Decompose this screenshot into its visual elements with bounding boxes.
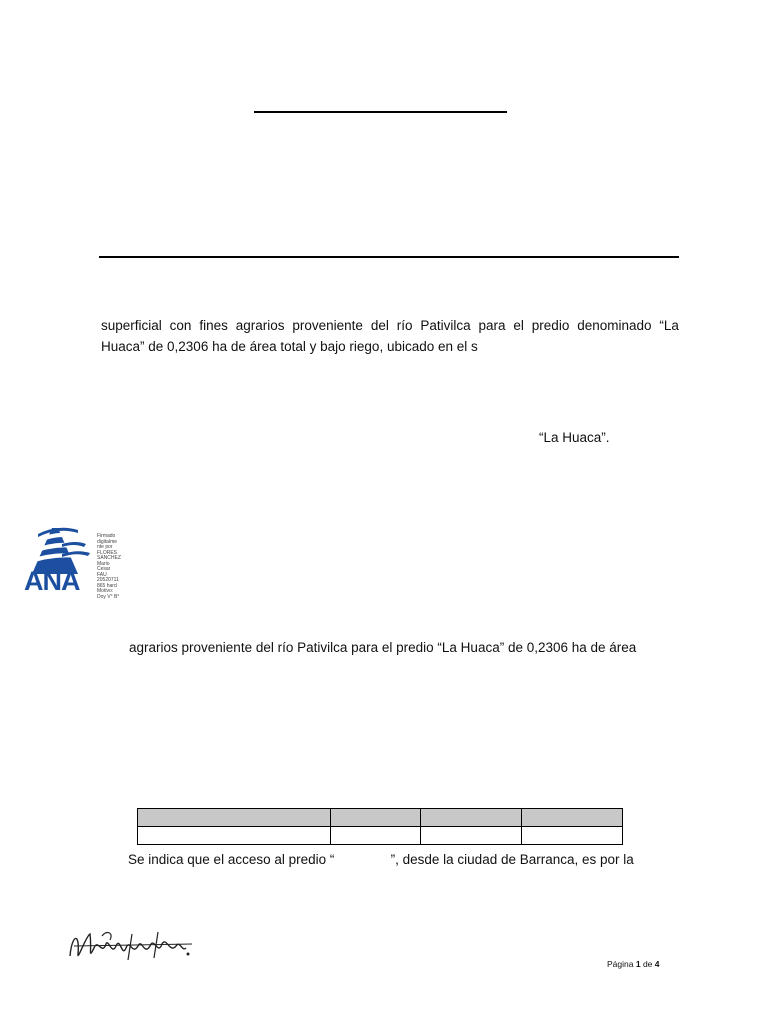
ana-logo-text: ANA <box>24 566 80 596</box>
paragraph-3: Se indica que el acceso al predio “ ”, desde la ciudad de Barranca, es por la <box>128 852 634 867</box>
signature-text-line: 865 hard <box>97 582 117 589</box>
signature-text-line: Mario <box>97 560 110 567</box>
table-cell <box>421 827 522 845</box>
signature-text-line: SANCHEZ <box>97 555 121 561</box>
page-label: Página <box>607 959 634 969</box>
word: el <box>513 318 524 333</box>
header-long-rule <box>99 256 679 258</box>
word: predio <box>531 318 570 333</box>
paragraph-1 <box>101 315 679 357</box>
table-cell <box>522 827 623 845</box>
signature-text-line: nte por <box>97 544 113 550</box>
word: río <box>396 318 413 333</box>
data-table <box>137 808 623 845</box>
handwritten-signature <box>62 926 202 970</box>
signature-text-line: FLORES <box>97 549 118 556</box>
paragraph-1-line-2: Huaca” de 0,2306 ha de área total y bajo riego, ubicado en el s <box>101 339 478 354</box>
paragraph-1-line-1 <box>101 315 679 336</box>
signature-text-line: Firmado <box>97 533 116 539</box>
word: “La <box>659 318 679 333</box>
signature-text-line: digitalme <box>97 538 118 545</box>
paragraph-2: agrarios proveniente del río Pativilca para el predio “La Huaca” de 0,2306 ha de área <box>129 640 637 655</box>
word: denominado <box>577 318 652 333</box>
page-current: 1 <box>635 959 641 969</box>
word: proveniente <box>292 318 363 333</box>
ana-logo <box>22 522 94 598</box>
signature-icon <box>62 926 202 970</box>
table-header-cell <box>138 809 331 827</box>
signature-text-line: Motivo: <box>97 588 114 594</box>
table-cell <box>138 827 331 845</box>
la-huaca-fragment: “La Huaca”. <box>539 430 610 445</box>
word: Pativilca <box>420 318 471 333</box>
word: con <box>169 318 192 333</box>
page-total: 4 <box>654 959 660 969</box>
signature-text-line: Cesar <box>97 566 111 572</box>
signature-text-line: 20520711 <box>97 577 119 583</box>
top-short-rule <box>254 111 507 113</box>
table-header-cell <box>421 809 522 827</box>
word: del <box>370 318 389 333</box>
word: superficial <box>101 318 162 333</box>
page-number <box>607 959 660 969</box>
page-of: de <box>642 959 653 969</box>
table-row <box>138 827 623 845</box>
table-header-row <box>138 809 623 827</box>
table-cell <box>331 827 421 845</box>
word: fines <box>199 318 228 333</box>
signature-text-line: Doy V° B° <box>97 593 120 600</box>
word: agrarios <box>235 318 285 333</box>
word: para <box>478 318 506 333</box>
table-header-cell <box>522 809 623 827</box>
table-header-cell <box>331 809 421 827</box>
digital-signature-text <box>97 534 135 600</box>
signature-text-line: FAU <box>97 571 107 578</box>
